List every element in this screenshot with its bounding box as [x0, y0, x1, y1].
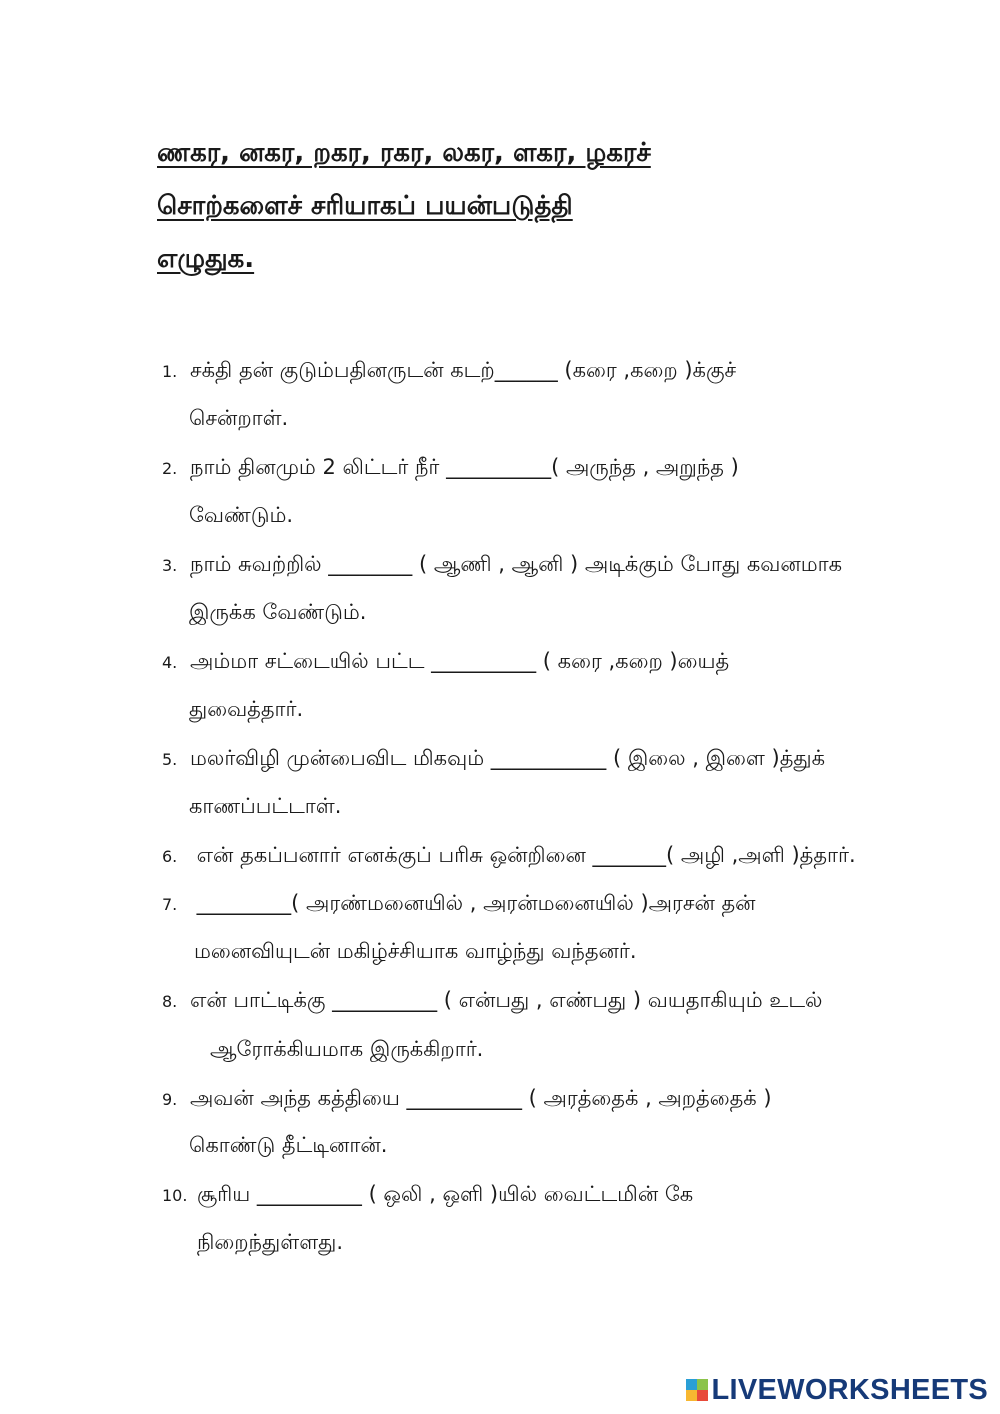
question-text: மலர்விழி முன்பைவிட மிகவும் ___________ ( இலை , இளை )த்துக்	[190, 746, 826, 770]
question-number: 8.	[162, 992, 178, 1011]
question-8-continuation: ஆரோக்கியமாக இருக்கிறார்.	[210, 1037, 484, 1061]
question-number: 7.	[162, 895, 178, 914]
question-3-continuation: இருக்க வேண்டும்.	[189, 600, 367, 624]
title-line-3: எழுதுக.	[157, 244, 255, 274]
title-line-2: சொற்களைச் சரியாகப் பயன்படுத்தி	[157, 191, 573, 221]
question-number: 9.	[162, 1090, 178, 1109]
logo-square-red	[697, 1390, 708, 1401]
question-text: அம்மா சட்டையில் பட்ட __________ ( கரை ,கறை )யைத்	[190, 649, 730, 673]
question-number: 2.	[162, 459, 178, 478]
question-9	[162, 1085, 772, 1113]
question-8	[162, 987, 822, 1015]
question-text: நாம் தினமும் 2 லிட்டர் நீர் __________( அருந்த , அறுந்த )	[190, 455, 739, 479]
question-6	[162, 842, 856, 870]
question-5	[162, 745, 825, 773]
question-1	[162, 357, 736, 385]
question-text: சூரிய __________ ( ஒலி , ஒளி )யில் வைட்டமின் கே	[197, 1182, 694, 1206]
question-5-continuation: காணப்பட்டாள்.	[189, 794, 342, 818]
question-number: 4.	[162, 653, 178, 672]
liveworksheets-logo-icon	[686, 1379, 708, 1401]
brand-name: LIVEWORKSHEETS	[711, 1373, 988, 1406]
question-10	[162, 1181, 693, 1209]
logo-square-green	[697, 1379, 708, 1390]
question-text: சக்தி தன் குடும்பதினருடன் கடற்______ (கரை ,கறை )க்குச்	[190, 358, 737, 382]
question-1-continuation: சென்றாள்.	[189, 406, 289, 430]
question-number: 3.	[162, 556, 178, 575]
question-number: 10.	[162, 1186, 188, 1205]
question-text: என் பாட்டிக்கு __________ ( என்பது , எண்பது ) வயதாகியும் உடல்	[190, 988, 823, 1012]
question-2	[162, 454, 739, 482]
logo-square-yellow	[686, 1390, 697, 1401]
question-text: நாம் சுவற்றில் ________ ( ஆணி , ஆனி ) அடிக்கும் போது கவனமாக	[190, 552, 843, 576]
question-10-continuation: நிறைந்துள்ளது.	[197, 1230, 344, 1254]
question-number: 6.	[162, 847, 178, 866]
question-3	[162, 551, 842, 579]
question-4-continuation: துவைத்தார்.	[189, 697, 304, 721]
question-2-continuation: வேண்டும்.	[189, 503, 294, 527]
question-7	[162, 890, 756, 918]
liveworksheets-brand[interactable]	[686, 1375, 989, 1405]
logo-square-blue	[686, 1379, 697, 1390]
question-number: 5.	[162, 750, 178, 769]
question-number: 1.	[162, 362, 178, 381]
question-text: _________( அரண்மனையில் , அரன்மனையில் )அரசன் தன்	[190, 891, 756, 915]
worksheet-title	[157, 140, 717, 299]
question-7-continuation: மனைவியுடன் மகிழ்ச்சியாக வாழ்ந்து வந்தனர்.	[194, 939, 637, 963]
question-text: அவன் அந்த கத்தியை ___________ ( அரத்தைக் , அறத்தைக் )	[190, 1086, 772, 1110]
question-4	[162, 648, 729, 676]
title-line-1: ணகர, னகர, றகர, ரகர, லகர, ளகர, ழகரச்	[157, 138, 651, 168]
question-text: என் தகப்பனார் எனக்குப் பரிசு ஒன்றினை _______( அழி ,அளி )த்தார்.	[190, 843, 856, 867]
question-9-continuation: கொண்டு தீட்டினான்.	[189, 1133, 388, 1157]
